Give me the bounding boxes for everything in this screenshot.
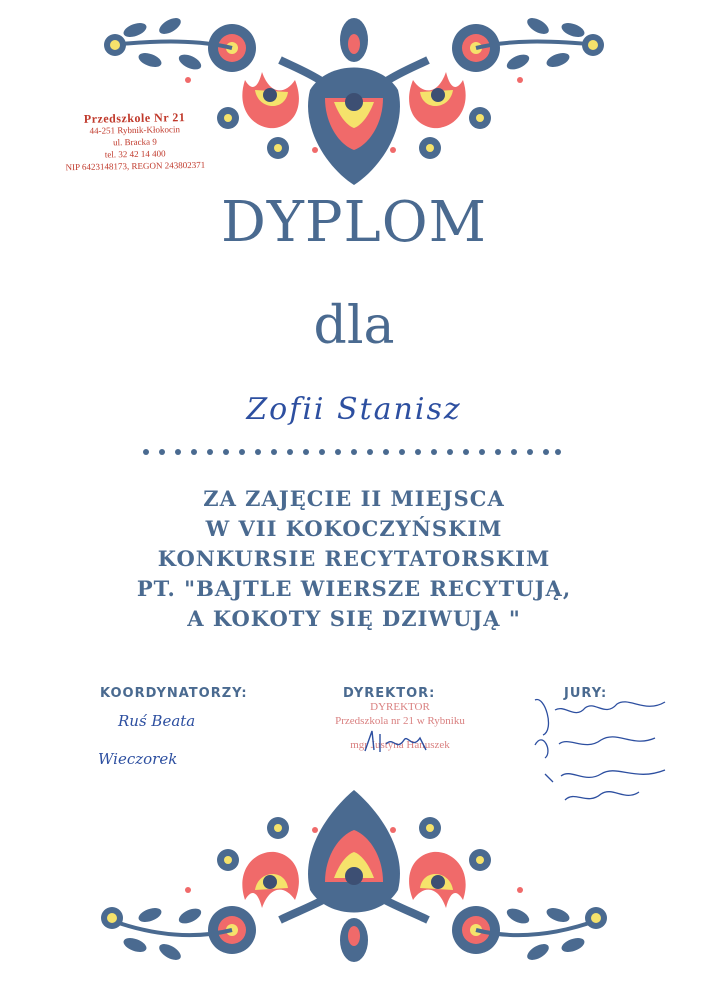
dotted-divider (142, 448, 562, 456)
award-line: A KOKOTY SIĘ DZIWUJĄ " (187, 606, 521, 631)
dyrektor-label: DYREKTOR: (343, 686, 436, 701)
diploma-dla: dla (313, 296, 395, 356)
award-line: W VII KOKOCZYŃSKIM (205, 516, 503, 541)
diploma-title: DYPLOM (221, 190, 487, 255)
school-stamp (39, 110, 230, 173)
award-line: KONKURSIE RECYTATORSKIM (157, 546, 551, 571)
koordynator-signature-1: Ruś Beata (118, 712, 196, 730)
award-text (0, 484, 708, 634)
stamp-school-address: 44-251 Rybnik-Kłokocin (89, 124, 181, 136)
stamp-school-ids: NIP 6423148173, REGON 243802371 (65, 159, 206, 173)
director-signature (360, 726, 440, 756)
jury-label: JURY: (564, 686, 608, 701)
director-stamp-name: mgr Justyna Hanuszek (350, 739, 450, 751)
koordynator-signature-2: Wieczorek (98, 750, 178, 768)
director-stamp-org: Przedszkola nr 21 w Rybniku (335, 715, 465, 727)
award-line: PT. "BAJTLE WIERSZE RECYTUJĄ, (136, 576, 572, 601)
stamp-school-phone: tel. 32 42 14 400 (104, 148, 166, 160)
stamp-school-street: ul. Bracka 9 (113, 136, 157, 148)
award-line: ZA ZAJĘCIE II MIEJSCA (203, 486, 505, 511)
stamp-school-name: Przedszkole Nr 21 (83, 110, 186, 126)
director-stamp-title: DYREKTOR (370, 701, 430, 713)
koordynatorzy-label: KOORDYNATORZY: (100, 686, 248, 701)
recipient-name: Zofii Stanisz (246, 392, 462, 427)
folk-ornament-bottom (0, 770, 708, 970)
